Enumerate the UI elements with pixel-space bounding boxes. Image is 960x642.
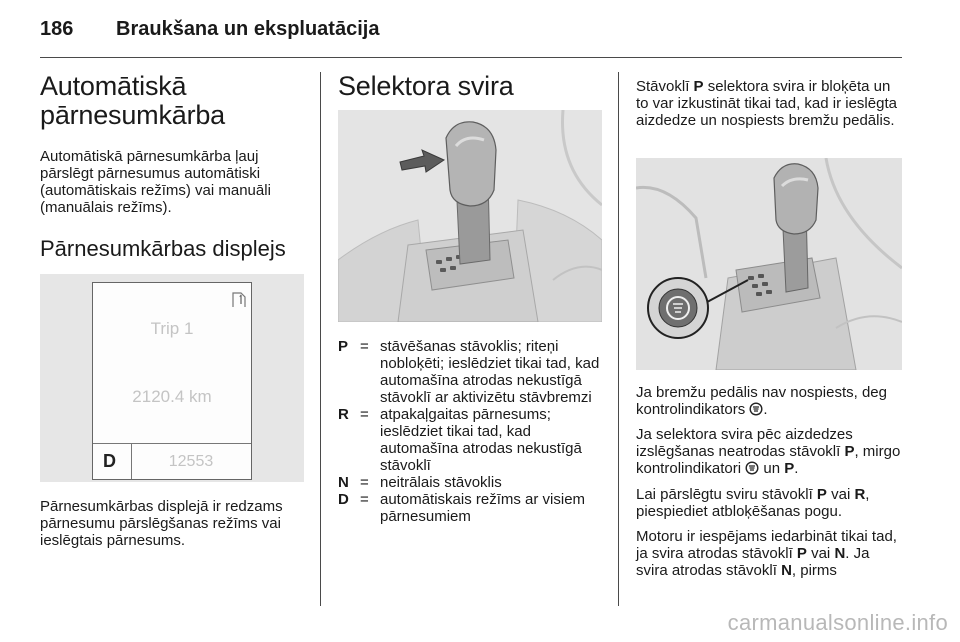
position-description: atpakaļgaitas pārnesums; ieslēdziet tikai tad, kad automašīna atrodas nekustīgā stāvoklī (380, 406, 582, 474)
intro-paragraph: Automātiskā pārnesumkārba ļauj pārslēgt pārnesumus automātiski (automātiskais režīms) vai manuāli (manuālais režīms). (40, 148, 271, 216)
position-key: R (338, 406, 349, 423)
position-key: P (338, 338, 349, 355)
display-panel (92, 282, 252, 480)
header-rule (40, 57, 902, 58)
position-n (338, 474, 602, 491)
brake-pedal-paragraph: Ja bremžu pedālis nav nospiests, deg kontrolindikators . (636, 384, 887, 418)
engine-start-paragraph: Motoru ir iespējams iedarbināt tikai tad, ja svira atrodas stāvoklī P vai N. Ja svira atrodas stāvoklī N, pirms (636, 528, 897, 579)
selector-lever-illustration (338, 110, 602, 322)
display-caption: Pārnesumkārbas displejā ir redzams pārnesumu pārslēgšanas režīms vai ieslēgtais pārnesums. (40, 498, 283, 549)
position-eq: = (360, 338, 369, 355)
ignition-off-paragraph: Ja selektora svira pēc aizdedzes izslēgšanas neatrodas stāvoklī P, mirgo kontrolindikatori un P. (636, 426, 901, 477)
lock-intro-paragraph: Stāvoklī P selektora svira ir bloķēta un to var izkustināt tikai tad, kad ir ieslēgta aizdedze un nospiests bremžu pedālis. (636, 78, 897, 129)
display-trip-distance: 2120.4 km (132, 387, 212, 406)
brake-lamp-illustration (636, 158, 902, 370)
position-eq: = (360, 406, 369, 423)
column-automatic-transmission (40, 71, 304, 549)
selector-title: Selektora svira (338, 71, 514, 101)
display-divider (93, 443, 251, 444)
selector-lever-drawing (338, 110, 602, 322)
position-p (338, 338, 602, 406)
position-description: neitrālais stāvoklis (380, 474, 502, 491)
transmission-display-illustration (40, 274, 304, 482)
position-key: D (338, 491, 349, 508)
column-selector-lever (338, 71, 602, 525)
column-divider-2 (618, 72, 619, 606)
page-header (40, 14, 900, 44)
position-eq: = (360, 491, 369, 508)
selector-positions-list (338, 338, 602, 525)
unlock-button-paragraph: Lai pārslēgtu sviru stāvoklī P vai R, piespiediet atbloķēšanas pogu. (636, 486, 870, 520)
display-odometer: 12553 (168, 453, 214, 470)
position-description: automātiskais režīms ar visiem pārnesumiem (380, 491, 586, 525)
display-gear-indicator: D (103, 451, 116, 471)
section-title-line1: Automātiskā (40, 71, 187, 101)
position-key: N (338, 474, 349, 491)
site-watermark: carmanualsonline.info (727, 610, 948, 635)
section-title (40, 72, 304, 130)
column-divider-1 (320, 72, 321, 606)
display-trip-label: Trip 1 (150, 319, 194, 338)
position-eq: = (360, 474, 369, 491)
position-r (338, 406, 602, 474)
page-number: 186 (40, 18, 74, 40)
display-page-icon (231, 289, 247, 309)
display-subtitle: Pārnesumkārbas displejs (40, 236, 286, 261)
console-drawing (636, 158, 902, 370)
brake-indicator-icon (749, 402, 763, 416)
running-title: Braukšana un ekspluatācija (116, 18, 380, 40)
position-description: stāvēšanas stāvoklis; riteņi nobloķēti; ieslēdziet tikai tad, kad automašīna atrodas nekustīgā stāvoklī ar aktivizētu stāvbremzi (380, 338, 600, 406)
brake-indicator-icon (745, 461, 759, 475)
position-d (338, 491, 602, 525)
section-title-line2: pārnesumkārba (40, 100, 226, 130)
